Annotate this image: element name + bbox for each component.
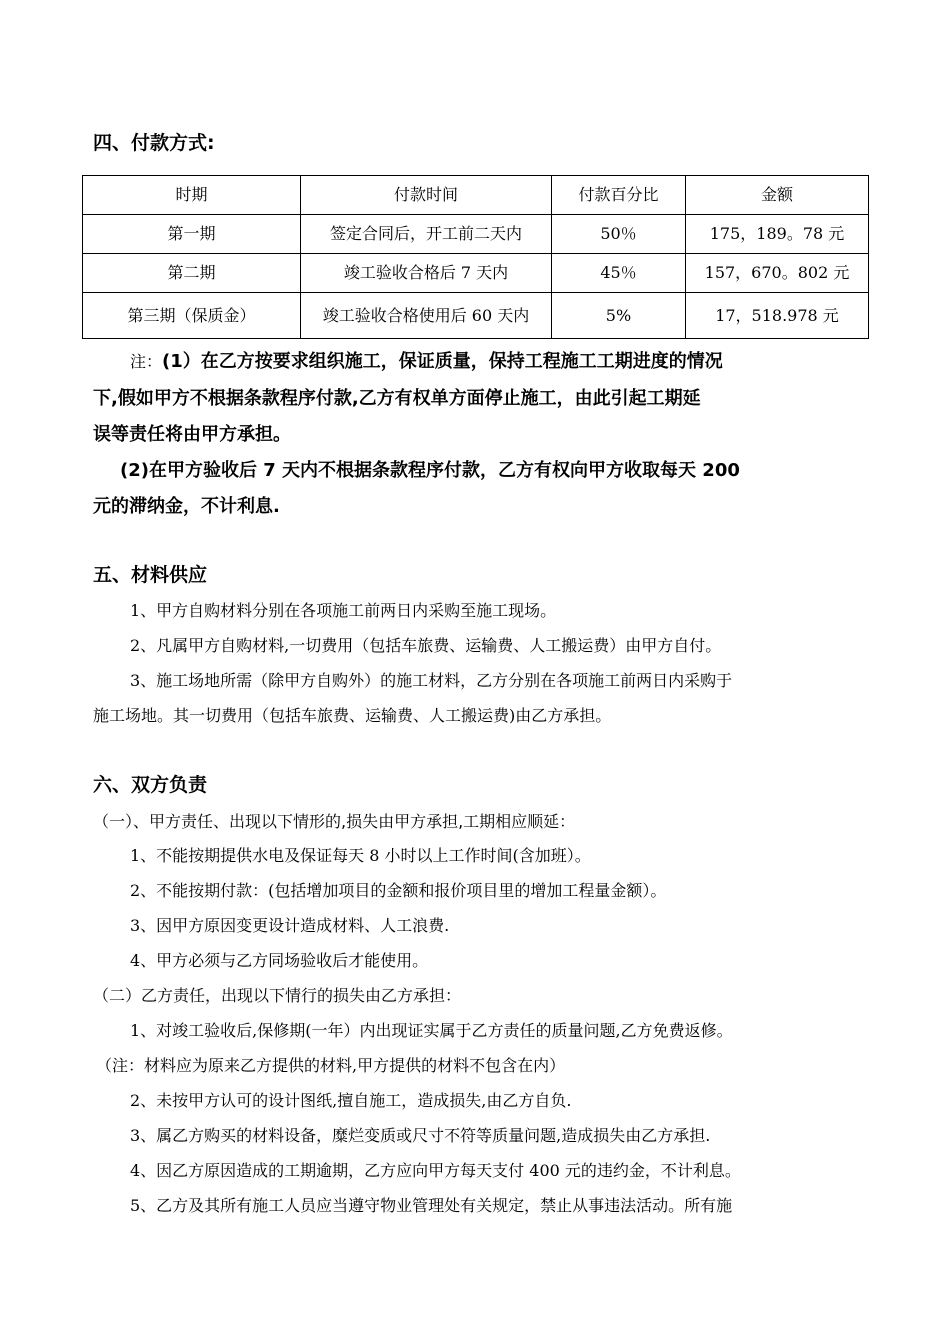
table-header-cell: 时期	[83, 176, 301, 215]
payment-table	[82, 175, 869, 339]
table-cell: 签定合同后，开工前二天内	[301, 215, 552, 254]
table-header-row	[83, 176, 869, 215]
table-cell: 45％	[552, 254, 686, 293]
note-2-line-1: (2)在甲方验收后 7 天内不根据条款程序付款，乙方有权向甲方收取每天 200	[120, 460, 740, 481]
list-item: 3、属乙方购买的材料设备，糜烂变质或尺寸不符等质量问题,造成损失由乙方承担.	[130, 1126, 711, 1145]
list-item: 3、因甲方原因变更设计造成材料、人工浪费.	[130, 916, 450, 935]
list-item-note: （注：材料应为原来乙方提供的材料,甲方提供的材料不包含在内）	[96, 1056, 566, 1075]
table-row	[83, 254, 869, 293]
list-item: 2、凡属甲方自购材料,一切费用（包括车旅费、运输费、人工搬运费）由甲方自付。	[130, 636, 722, 655]
list-item: 1、甲方自购材料分别在各项施工前两日内采购至施工现场。	[130, 601, 557, 620]
list-item: 4、甲方必须与乙方同场验收后才能使用。	[130, 951, 429, 970]
list-item: 1、不能按期提供水电及保证每天 8 小时以上工作时间(含加班）。	[130, 846, 591, 865]
list-item-continuation: 施工场地。其一切费用（包括车旅费、运输费、人工搬运费)由乙方承担。	[93, 706, 612, 725]
table-row	[83, 215, 869, 254]
table-cell: 竣工验收合格使用后 60 天内	[301, 293, 552, 339]
party-b-title: （二）乙方责任，出现以下情行的损失由乙方承担：	[93, 986, 462, 1005]
table-cell: 157，670。802 元	[686, 254, 869, 293]
party-a-title: （一）、甲方责任、出现以下情形的,损失由甲方承担,工期相应顺延：	[93, 812, 576, 831]
table-cell: 第一期	[83, 215, 301, 254]
table-header-cell: 付款百分比	[552, 176, 686, 215]
table-cell: 17，518.978 元	[686, 293, 869, 339]
list-item: 3、施工场地所需（除甲方自购外）的施工材料，乙方分别在各项施工前两日内采购于	[130, 671, 733, 690]
table-cell: 175，189。78 元	[686, 215, 869, 254]
list-item: 5、乙方及其所有施工人员应当遵守物业管理处有关规定，禁止从事违法活动。所有施	[130, 1196, 733, 1215]
table-cell: 第二期	[83, 254, 301, 293]
note-prefix: 注：	[130, 352, 163, 371]
table-cell: 第三期（保质金）	[83, 293, 301, 339]
table-header-cell: 付款时间	[301, 176, 552, 215]
list-item: 2、未按甲方认可的设计图纸,擅自施工，造成损失,由乙方自负.	[130, 1091, 572, 1110]
section-5-heading: 五、材料供应	[93, 564, 208, 586]
table-cell: 竣工验收合格后 7 天内	[301, 254, 552, 293]
table-cell: 50％	[552, 215, 686, 254]
note-1-line-1	[130, 350, 723, 374]
list-item: 2、不能按期付款：(包括增加项目的金额和报价项目里的增加工程量金额）。	[130, 881, 667, 900]
note-1-text: (1）在乙方按要求组织施工，保证质量，保持工程施工工期进度的情况	[162, 351, 723, 372]
list-item: 1、对竣工验收后,保修期(一年）内出现证实属于乙方责任的质量问题,乙方免费返修。	[130, 1021, 733, 1040]
note-1-line-2: 下,假如甲方不根据条款程序付款,乙方有权单方面停止施工，由此引起工期延	[93, 388, 701, 409]
section-6-heading: 六、双方负责	[93, 774, 208, 796]
table-cell: 5%	[552, 293, 686, 339]
list-item: 4、因乙方原因造成的工期逾期，乙方应向甲方每天支付 400 元的违约金，不计利息。	[130, 1161, 741, 1180]
note-2-line-2: 元的滞纳金，不计利息.	[93, 496, 280, 517]
table-row	[83, 293, 869, 339]
table-header-cell: 金额	[686, 176, 869, 215]
note-1-line-3: 误等责任将由甲方承担。	[93, 424, 291, 445]
section-4-heading: 四、付款方式:	[93, 132, 215, 154]
